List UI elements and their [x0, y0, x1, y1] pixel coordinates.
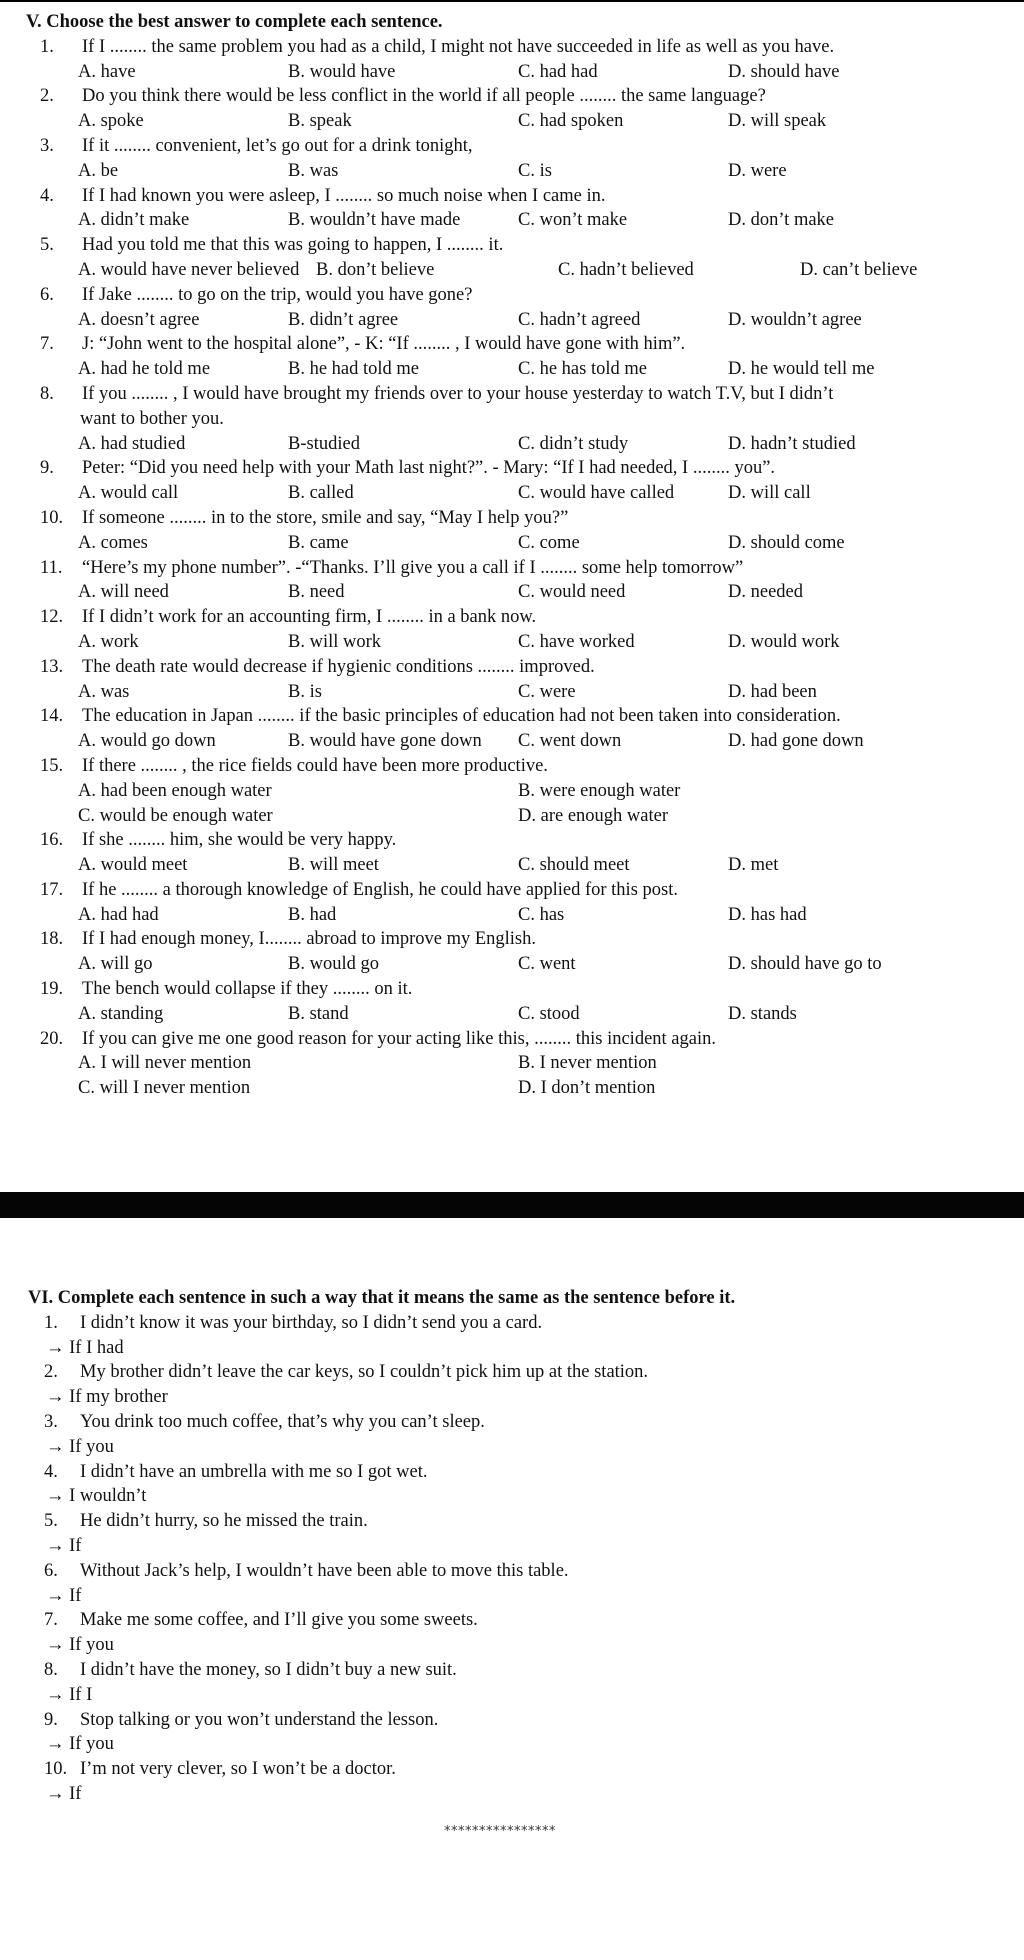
question — [26, 506, 1006, 556]
answer-option: A. would have never believed — [78, 259, 300, 280]
rewrite-sentence: I didn’t know it was your birthday, so I didn’t send you a card. — [80, 1312, 543, 1333]
rewrite-sentence: Without Jack’s help, I wouldn’t have been able to move this table. — [80, 1560, 569, 1581]
answer-option: D. can’t believe — [800, 259, 918, 280]
question-text: The death rate would decrease if hygienic conditions ........ improved. — [82, 656, 595, 677]
answer-option: C. come — [518, 532, 580, 553]
question — [26, 878, 1006, 928]
answer-option: D. will speak — [728, 111, 827, 132]
rewrite-prompt — [28, 1708, 988, 1733]
answer-option: A. didn’t make — [78, 210, 190, 231]
answer-option: D. should come — [728, 532, 845, 553]
answer-option: C. hadn’t agreed — [518, 309, 641, 330]
answer-option: D. are enough water — [518, 805, 668, 826]
answer-option: C. would have called — [518, 483, 675, 504]
rewrite-prompt — [28, 1608, 988, 1633]
rewrite-answer-start: → If you — [46, 1734, 114, 1755]
question-text: J: “John went to the hospital alone”, - K: “If ........ , I would have gone with him”. — [82, 334, 686, 355]
answer-option: D. should have — [728, 61, 840, 82]
rewrite-item — [28, 1608, 988, 1658]
question — [26, 134, 1006, 184]
rewrite-item — [28, 1311, 988, 1361]
answer-options — [78, 357, 1006, 382]
answer-option: A. had he told me — [78, 359, 211, 380]
rewrite-answer-start: → If you — [46, 1635, 114, 1656]
question-number: 17. — [40, 879, 64, 900]
rewrite-item — [28, 1460, 988, 1510]
answer-option: A. spoke — [78, 111, 144, 132]
answer-option: D. hadn’t studied — [728, 433, 856, 454]
answer-options — [78, 804, 1006, 829]
question — [26, 655, 1006, 705]
answer-option: B. don’t believe — [316, 259, 435, 280]
question-stem — [26, 456, 1006, 481]
answer-option: B-studied — [288, 433, 360, 454]
answer-option: C. should meet — [518, 855, 630, 876]
answer-option: C. has — [518, 904, 565, 925]
answer-options — [78, 432, 1006, 457]
answer-options — [78, 1076, 1006, 1101]
question — [26, 283, 1006, 333]
rewrite-item — [28, 1559, 988, 1609]
rewrite-answer-start: → If — [46, 1585, 82, 1606]
answer-option: D. stands — [728, 1003, 797, 1024]
question — [26, 927, 1006, 977]
answer-options — [78, 952, 1006, 977]
question-stem — [26, 233, 1006, 258]
question-text: Peter: “Did you need help with your Math last night?”. - Mary: “If I had needed, I ........ you”. — [82, 458, 776, 479]
rewrite-list — [28, 1311, 988, 1807]
rewrite-answer-start: → If my brother — [46, 1387, 168, 1408]
question-text: The education in Japan ........ if the basic principles of education had not been taken into consideration. — [82, 706, 841, 727]
answer-option: B. were enough water — [518, 780, 681, 801]
answer-option: B. wouldn’t have made — [288, 210, 461, 231]
section-v-title: V. Choose the best answer to complete each sentence. — [26, 12, 443, 32]
section-divider — [0, 1192, 1024, 1218]
question-stem — [26, 1027, 1006, 1052]
answer-option: C. won’t make — [518, 210, 628, 231]
answer-option: A. was — [78, 681, 130, 702]
question-list — [26, 35, 1006, 1101]
question-number: 9. — [40, 458, 54, 479]
answer-option: B. stand — [288, 1003, 349, 1024]
rewrite-prompt — [28, 1460, 988, 1485]
answer-option: A. I will never mention — [78, 1053, 252, 1074]
question-text: If there ........ , the rice fields could have been more productive. — [82, 755, 548, 776]
question-text: Do you think there would be less conflict in the world if all people ........ the same language? — [82, 86, 766, 107]
answer-option: A. will need — [78, 582, 169, 603]
question — [26, 456, 1006, 506]
question-text: If I didn’t work for an accounting firm, I ........ in a bank now. — [82, 607, 537, 628]
answer-option: D. he would tell me — [728, 359, 875, 380]
question-number: 11. — [40, 557, 63, 578]
question-text: The bench would collapse if they ........ on it. — [82, 979, 413, 1000]
answer-option: D. met — [728, 855, 779, 876]
answer-options — [78, 853, 1006, 878]
question-stem — [26, 927, 1006, 952]
answer-option: B. called — [288, 483, 354, 504]
answer-options — [78, 159, 1006, 184]
section-vi-title: VI. Complete each sentence in such a way that it means the same as the sentence before it. — [28, 1288, 736, 1308]
question — [26, 977, 1006, 1027]
rewrite-item — [28, 1757, 988, 1807]
question-stem — [26, 754, 1006, 779]
answer-options — [78, 903, 1006, 928]
answer-option: B. came — [288, 532, 349, 553]
rewrite-number: 10. — [44, 1759, 68, 1780]
answer-option: B. didn’t agree — [288, 309, 399, 330]
question-stem — [26, 977, 1006, 1002]
answer-option: C. hadn’t believed — [558, 259, 694, 280]
question — [26, 1027, 1006, 1101]
rewrite-number: 2. — [44, 1362, 58, 1383]
question-number: 20. — [40, 1028, 64, 1049]
answer-option: D. had been — [728, 681, 817, 702]
question-stem — [26, 84, 1006, 109]
rewrite-prompt — [28, 1509, 988, 1534]
answer-option: C. will I never mention — [78, 1078, 251, 1099]
answer-option: A. work — [78, 631, 139, 652]
answer-option: C. stood — [518, 1003, 580, 1024]
rewrite-answer-start: → If — [46, 1535, 82, 1556]
question-text: If you ........ , I would have brought my friends over to your house yesterday to watch T.V, but I didn’t — [82, 383, 834, 404]
rewrite-number: 4. — [44, 1461, 58, 1482]
answer-option: C. have worked — [518, 631, 635, 652]
rewrite-answer-start: → If you — [46, 1436, 114, 1457]
question-number: 10. — [40, 507, 64, 528]
rewrite-prompt — [28, 1757, 988, 1782]
answer-option: C. had had — [518, 61, 598, 82]
question — [26, 556, 1006, 606]
question — [26, 605, 1006, 655]
answer-option: A. be — [78, 160, 119, 181]
answer-option: C. would be enough water — [78, 805, 273, 826]
question-stem — [26, 134, 1006, 159]
answer-option: A. would meet — [78, 855, 188, 876]
answer-options — [78, 531, 1006, 556]
question-stem — [26, 35, 1006, 60]
question-stem — [26, 332, 1006, 357]
answer-option: D. should have go to — [728, 954, 882, 975]
answer-option: D. I don’t mention — [518, 1078, 656, 1099]
rewrite-item — [28, 1360, 988, 1410]
rewrite-sentence: Stop talking or you won’t understand the lesson. — [80, 1709, 439, 1730]
question — [26, 704, 1006, 754]
answer-option: D. wouldn’t agree — [728, 309, 862, 330]
rewrite-item — [28, 1708, 988, 1758]
end-stars: **************** — [444, 1824, 556, 1839]
answer-option: C. went — [518, 954, 576, 975]
rewrite-prompt — [28, 1658, 988, 1683]
answer-options — [78, 109, 1006, 134]
answer-option: A. doesn’t agree — [78, 309, 200, 330]
answer-option: D. needed — [728, 582, 803, 603]
answer-option: B. had — [288, 904, 337, 925]
answer-option: D. were — [728, 160, 787, 181]
answer-option: A. would go down — [78, 731, 216, 752]
question-number: 4. — [40, 185, 54, 206]
answer-option: D. had gone down — [728, 731, 864, 752]
answer-option: B. is — [288, 681, 322, 702]
section-vi — [28, 1286, 988, 1807]
question-stem — [26, 605, 1006, 630]
answer-option: C. were — [518, 681, 576, 702]
rewrite-number: 7. — [44, 1610, 58, 1631]
answer-option: D. don’t make — [728, 210, 835, 231]
answer-option: B. would have — [288, 61, 396, 82]
question-number: 7. — [40, 334, 54, 355]
rewrite-sentence: Make me some coffee, and I’ll give you some sweets. — [80, 1610, 478, 1631]
answer-options — [78, 580, 1006, 605]
answer-option: C. went down — [518, 731, 622, 752]
question-number: 14. — [40, 706, 64, 727]
question-text: If I had enough money, I........ abroad to improve my English. — [82, 929, 537, 950]
answer-options — [78, 1051, 1006, 1076]
answer-options — [78, 308, 1006, 333]
question-text: If she ........ him, she would be very happy. — [82, 830, 397, 851]
answer-options — [78, 779, 1006, 804]
answer-option: A. had studied — [78, 433, 186, 454]
rewrite-sentence: My brother didn’t leave the car keys, so I couldn’t pick him up at the station. — [80, 1362, 649, 1383]
rewrite-number: 3. — [44, 1411, 58, 1432]
rewrite-prompt — [28, 1311, 988, 1336]
answer-options — [78, 258, 1006, 283]
answer-option: D. will call — [728, 483, 811, 504]
answer-options — [78, 729, 1006, 754]
question-number: 15. — [40, 755, 64, 776]
question-text: If it ........ convenient, let’s go out for a drink tonight, — [82, 135, 473, 156]
answer-option: B. would have gone down — [288, 731, 482, 752]
rewrite-answer-start: → I wouldn’t — [46, 1486, 147, 1507]
answer-options — [78, 208, 1006, 233]
question-text: If Jake ........ to go on the trip, would you have gone? — [82, 284, 473, 305]
rewrite-sentence: I’m not very clever, so I won’t be a doctor. — [80, 1759, 396, 1780]
question-text: If someone ........ in to the store, smile and say, “May I help you?” — [82, 507, 569, 528]
answer-option: D. has had — [728, 904, 807, 925]
question — [26, 332, 1006, 382]
answer-option: C. had spoken — [518, 111, 624, 132]
question-stem — [26, 828, 1006, 853]
answer-option: A. would call — [78, 483, 179, 504]
answer-option: A. standing — [78, 1003, 164, 1024]
question-number: 18. — [40, 929, 64, 950]
question-stem — [26, 184, 1006, 209]
question-stem — [26, 382, 1006, 407]
section-v — [26, 10, 1006, 1101]
rewrite-answer-start: → If — [46, 1783, 82, 1804]
answer-option: B. would go — [288, 954, 379, 975]
question-text: If I had known you were asleep, I ........ so much noise when I came in. — [82, 185, 606, 206]
rewrite-answer-start: → If I — [46, 1684, 93, 1705]
question-text: If you can give me one good reason for your acting like this, ........ this incident again. — [82, 1028, 716, 1049]
answer-option: B. I never mention — [518, 1053, 657, 1074]
answer-option: B. he had told me — [288, 359, 420, 380]
answer-option: C. is — [518, 160, 552, 181]
question-stem — [26, 704, 1006, 729]
answer-option: C. he has told me — [518, 359, 647, 380]
rewrite-sentence: I didn’t have the money, so I didn’t buy a new suit. — [80, 1659, 457, 1680]
rewrite-sentence: You drink too much coffee, that’s why you can’t sleep. — [80, 1411, 485, 1432]
answer-option: B. need — [288, 582, 345, 603]
question-number: 5. — [40, 235, 54, 256]
question — [26, 382, 1006, 456]
answer-option: A. had had — [78, 904, 159, 925]
rewrite-sentence: I didn’t have an umbrella with me so I got wet. — [80, 1461, 428, 1482]
question — [26, 35, 1006, 85]
rewrite-sentence: He didn’t hurry, so he missed the train. — [80, 1511, 368, 1532]
question-number: 2. — [40, 86, 54, 107]
rewrite-prompt — [28, 1360, 988, 1385]
rewrite-number: 5. — [44, 1511, 58, 1532]
question-number: 8. — [40, 383, 54, 404]
rewrite-number: 6. — [44, 1560, 58, 1581]
answer-option: B. speak — [288, 111, 352, 132]
rewrite-prompt — [28, 1559, 988, 1584]
question — [26, 184, 1006, 234]
rewrite-item — [28, 1410, 988, 1460]
answer-option: C. didn’t study — [518, 433, 629, 454]
answer-options — [78, 481, 1006, 506]
answer-option: B. will work — [288, 631, 382, 652]
answer-option: D. would work — [728, 631, 840, 652]
answer-option: A. had been enough water — [78, 780, 272, 801]
answer-options — [78, 60, 1006, 85]
question — [26, 754, 1006, 828]
answer-options — [78, 680, 1006, 705]
answer-option: B. will meet — [288, 855, 379, 876]
answer-options — [78, 1002, 1006, 1027]
top-rule — [0, 0, 1024, 2]
question-stem — [26, 506, 1006, 531]
question — [26, 233, 1006, 283]
question — [26, 828, 1006, 878]
answer-option: A. have — [78, 61, 136, 82]
question — [26, 84, 1006, 134]
answer-option: C. would need — [518, 582, 626, 603]
rewrite-number: 8. — [44, 1659, 58, 1680]
answer-option: A. comes — [78, 532, 148, 553]
rewrite-item — [28, 1509, 988, 1559]
question-number: 13. — [40, 656, 64, 677]
question-text: If I ........ the same problem you had as a child, I might not have succeeded in life as well as you have. — [82, 36, 835, 57]
question-number: 16. — [40, 830, 64, 851]
question-text: If he ........ a thorough knowledge of English, he could have applied for this post. — [82, 879, 678, 900]
rewrite-number: 9. — [44, 1709, 58, 1730]
question-text-continued: want to bother you. — [80, 408, 224, 429]
question-stem — [26, 655, 1006, 680]
question-number: 12. — [40, 607, 64, 628]
question-stem — [26, 283, 1006, 308]
question-number: 1. — [40, 36, 54, 57]
question-stem — [26, 878, 1006, 903]
question-text: “Here’s my phone number”. -“Thanks. I’ll give you a call if I ........ some help tomorrow” — [82, 557, 744, 578]
question-stem — [26, 556, 1006, 581]
answer-option: A. will go — [78, 954, 153, 975]
question-number: 6. — [40, 284, 54, 305]
answer-options — [78, 630, 1006, 655]
question-number: 19. — [40, 979, 64, 1000]
rewrite-number: 1. — [44, 1312, 58, 1333]
rewrite-answer-start: → If I had — [46, 1337, 124, 1358]
question-text: Had you told me that this was going to happen, I ........ it. — [82, 235, 504, 256]
rewrite-prompt — [28, 1410, 988, 1435]
answer-option: B. was — [288, 160, 339, 181]
rewrite-item — [28, 1658, 988, 1708]
question-number: 3. — [40, 135, 54, 156]
